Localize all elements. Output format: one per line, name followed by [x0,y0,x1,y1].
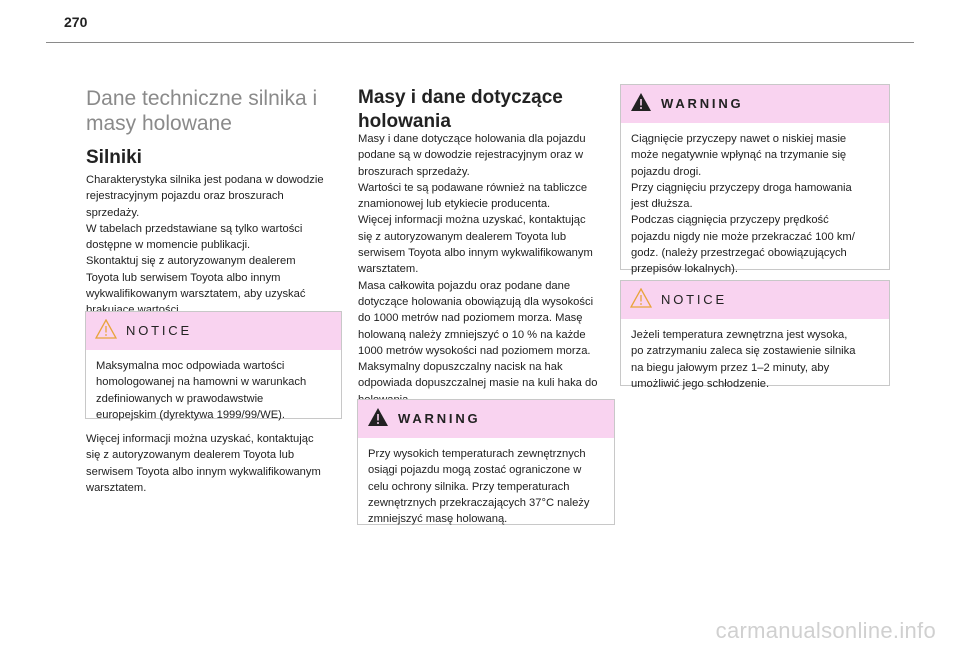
notice-header [621,281,889,319]
page-number: 270 [64,14,88,30]
warning-header [621,85,889,123]
engines-contact-paragraph: Więcej informacji można uzyskać, kontaktując się z autoryzowanym dealerem Toyota lub serwisem Toyota albo innym wykwalifikowanym warsztatem. [86,433,321,494]
towing-paragraph: Masy i dane dotyczące holowania dla pojazdu podane są w dowodzie rejestracyjnym oraz w broszurach sprzedaży. Wartości te są podawane również na tabliczce znamionowej lub etykiecie producenta. Więcej informacji można uzyskać, kontaktując się z autoryzowanym dealerem Toyota lub serwisem Toyota albo innym wykwalifikowanym warsztatem. Masa całkowita pojazdu oraz podane dane dotyczące holowania obowiązują dla wysokości do 1000 metrów nad poziomem morza. Masę holowaną należy zmniejszyć o 10 % na każde 1000 metrów wysokości nad poziomem morza. Maksymalny dopuszczalny nacisk na hak odpowiada dopuszczalnej masie na kuli haka do [358,133,598,390]
notice-header [86,312,341,350]
top-rule [46,42,914,43]
warning-text: Ciągnięcie przyczepy nawet o niskiej masie może negatywnie wpłynąć na trzymanie się pojazdu drogi. Przy ciągnięciu przyczepy droga hamowania jest dłuższa. Podczas ciągnięcia przyczepy prędkość pojazdu nigdy nie może przekraczać 100 km/ godz. (należy przestrzegać obowiązujących przepisów lokalnych). [631,133,855,276]
warning-filled-icon [367,407,389,427]
notice-box-cooling [620,280,890,390]
warning-label: WARNING [661,96,744,111]
warning-header [358,400,614,438]
warning-filled-icon [630,92,652,112]
caution-outline-icon [95,319,117,339]
engines-paragraph: Charakterystyka silnika jest podana w dowodzie rejestracyjnym pojazdu oraz broszurach sprzedaży. W tabelach przedstawiane są tylko wartości dostępne w momencie publikacji. Skontaktuj się z autoryzowanym dealerem Toyota lub serwisem Toyota albo innym wykwalifikowanym warsztatem, aby uzyskać [86,174,324,301]
notice-box-engine-power [85,311,342,419]
warning-box-trailer [620,84,890,276]
notice-label: NOTICE [661,292,727,307]
warning-box-high-temperature [357,399,615,525]
notice-label: NOTICE [126,323,192,338]
section-title-towing: Masy i dane dotyczące holowania [358,87,563,132]
notice-text: Jeżeli temperatura zewnętrzna jest wysoka, po zatrzymaniu zaleca się zostawienie silnika na biegu jałowym przez 1–2 minuty, aby umożliwić jego schłodzenie. [631,329,856,390]
warning-text: Przy wysokich temperaturach zewnętrznych osiągi pojazdu mogą zostać ograniczone w celu ochrony silnika. Przy temperaturach zewnętrznych przekraczających 37°C należy zmniejszyć masę holowaną. [368,448,590,526]
watermark: carmanualsonline.info [715,618,936,643]
caution-outline-icon [630,288,652,308]
notice-text: Maksymalna moc odpowiada wartości homologowanej na hamowni w warunkach zdefiniowanych w prawodawstwie europejskim (dyrektywa 1999/99/WE). [96,360,307,421]
section-title-engines: Silniki [86,147,142,168]
warning-label: WARNING [398,411,481,426]
chapter-title: Dane techniczne silnika i masy holowane [86,87,318,135]
